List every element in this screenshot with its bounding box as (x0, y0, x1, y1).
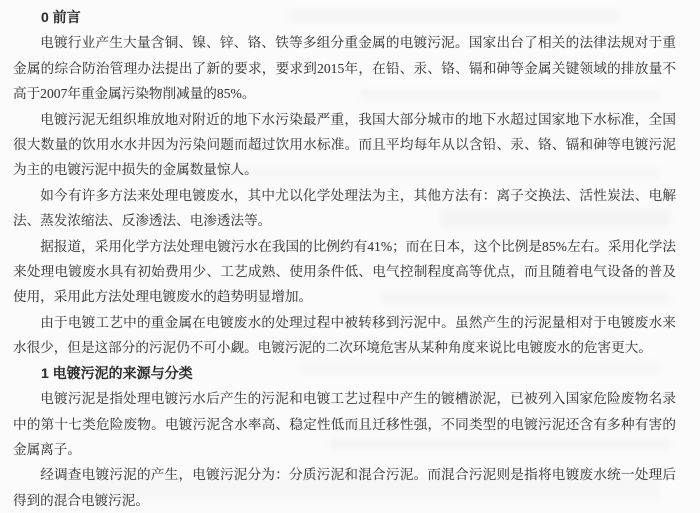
paragraph-sludge-definition: 电镀污泥是指处理电镀污水后产生的污泥和电镀工艺过程中产生的镀槽淤泥，已被列入国家危险废物名录中的第十七类危险废物。电镀污泥含水率高、稳定性低而且迁移性强，不同类型的电镀污泥还含有多种有害的金属离子。 (13, 391, 676, 457)
paragraph-groundwater-pollution: 电镀污泥无组织堆放地对附近的地下水污染最严重，我国大部分城市的地下水超过国家地下水标准，全国很大数量的饮用水水井因为污染问题而超过饮用水标准。而且平均每年从以含铅、汞、铬、镉和砷等电镀污泥为主的电镀污泥中损失的金属数量惊人。 (13, 111, 676, 178)
paragraph-industry-overview: 电镀行业产生大量含铜、镍、锌、铬、铁等多组分重金属的电镀污泥。国家出台了相关的法律法规对于重金属的综合防治管理办法提出了新的要求，要求到2015年，在铅、汞、铬、镉和砷等金属关键领域的排放量不高于2007年重金属污染物削减量的85%。 (13, 35, 676, 102)
section-heading-preface: 0 前言 (41, 9, 81, 25)
paragraph-sludge-secondary-hazard: 由于电镀工艺中的重金属在电镀废水的处理过程中被转移到污泥中。虽然产生的污泥量相对于电镀废水来水很少，但是这部分的污泥仍不可小觑。电镀污泥的二次环境危害从某种角度来说比电镀废水的危害更大。 (13, 314, 676, 356)
paragraph-chemical-method-ratio: 据报道，采用化学方法处理电镀污水在我国的比例约有41%；而在日本，这个比例是85%左右。采用化学法来处理电镀废水具有初始费用少、工艺成熟、使用条件低、电气控制程度高等优点，而且随着电气设备的普及使用，采用此方法处理电镀废水的趋势明显增加。 (13, 238, 676, 305)
paragraph-sludge-classification: 经调查电镀污泥的产生，电镀污泥分为：分质污泥和混合污泥。而混合污泥则是指将电镀废水统一处理后得到的混合电镀污泥。 (13, 467, 676, 508)
paragraph-treatment-methods: 如今有许多方法来处理电镀废水，其中尤以化学处理法为主，其他方法有：离子交换法、活性炭法、电解法、蒸发浓缩法、反渗透法、电渗透法等。 (13, 187, 676, 229)
section-heading-source-classification: 1 电镀污泥的来源与分类 (41, 364, 193, 381)
